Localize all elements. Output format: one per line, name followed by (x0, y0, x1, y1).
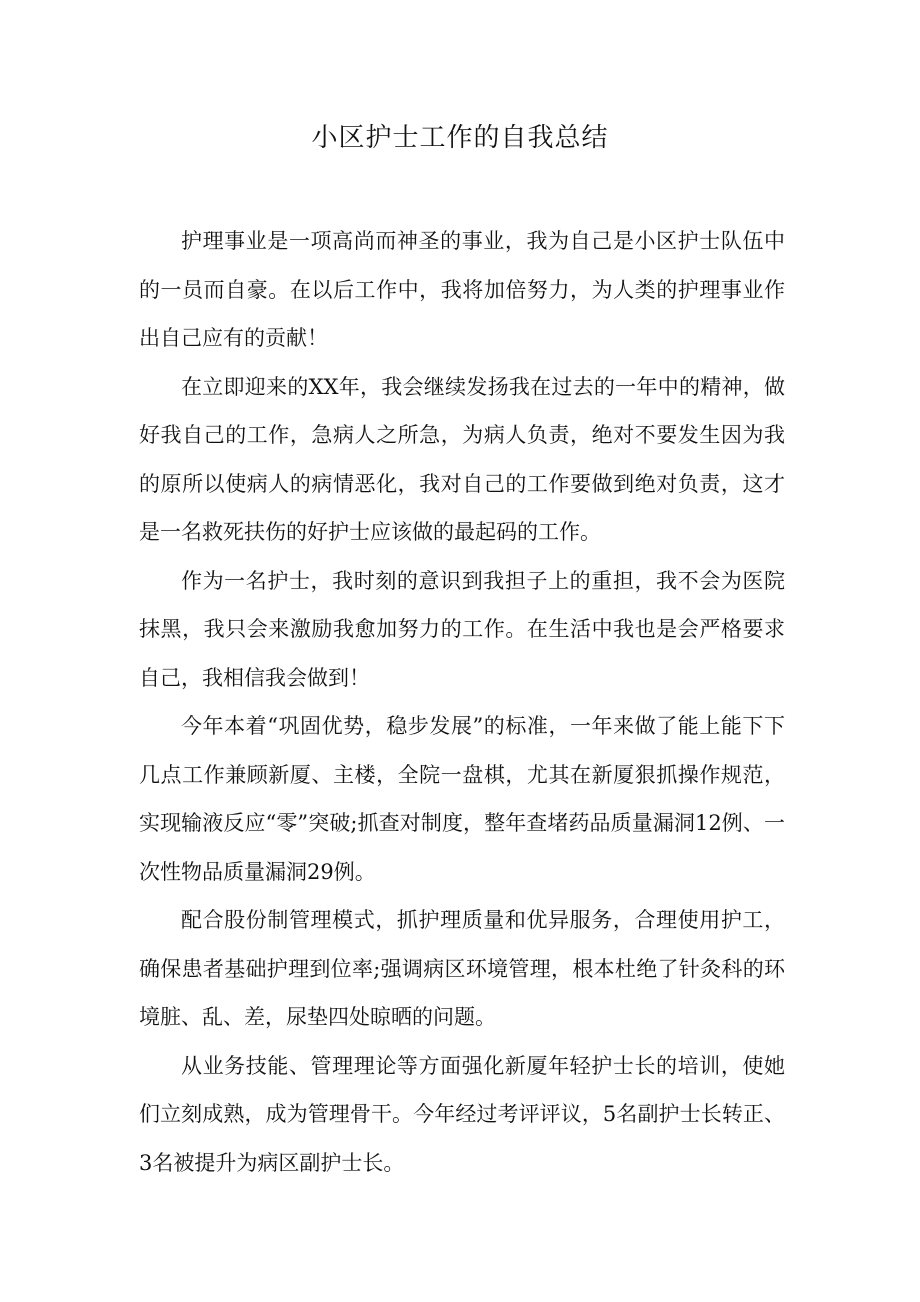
paragraph-4: 今年本着“巩固优势，稳步发展”的标准，一年来做了能上能下下几点工作兼顾新厦、主楼，全院一盘棋，尤其在新厦狠抓操作规范，实现输液反应“零”突破;抓查对制度，整年查堵药品质量漏洞12例、一次性物品质量漏洞29例。 (139, 714, 785, 884)
document-body (139, 217, 785, 1187)
paragraph-2: 在立即迎来的XX年，我会继续发扬我在过去的一年中的精神，做好我自己的工作，急病人之所急，为病人负责，绝对不要发生因为我的原所以使病人的病情恶化，我对自己的工作要做到绝对负责，这才是一名救死扶伤的好护士应该做的最起码的工作。 (139, 374, 785, 544)
paragraph-5: 配合股份制管理模式，抓护理质量和优异服务，合理使用护工，确保患者基础护理到位率;强调病区环境管理，根本杜绝了针灸科的环境脏、乱、差，尿垫四处晾晒的问题。 (139, 908, 785, 1029)
paragraph-3: 作为一名护士，我时刻的意识到我担子上的重担，我不会为医院抹黑，我只会来激励我愈加努力的工作。在生活中我也是会严格要求自己，我相信我会做到！ (139, 568, 785, 690)
paragraph-6: 从业务技能、管理理论等方面强化新厦年轻护士长的培训，使她们立刻成熟，成为管理骨干。今年经过考评评议，5名副护士长转正、3名被提升为病区副护士长。 (139, 1053, 785, 1175)
document-title: 小区护士工作的自我总结 (311, 123, 609, 153)
paragraph-1: 护理事业是一项高尚而神圣的事业，我为自己是小区护士队伍中的一员而自豪。在以后工作中，我将加倍努力，为人类的护理事业作出自己应有的贡献！ (139, 229, 785, 350)
